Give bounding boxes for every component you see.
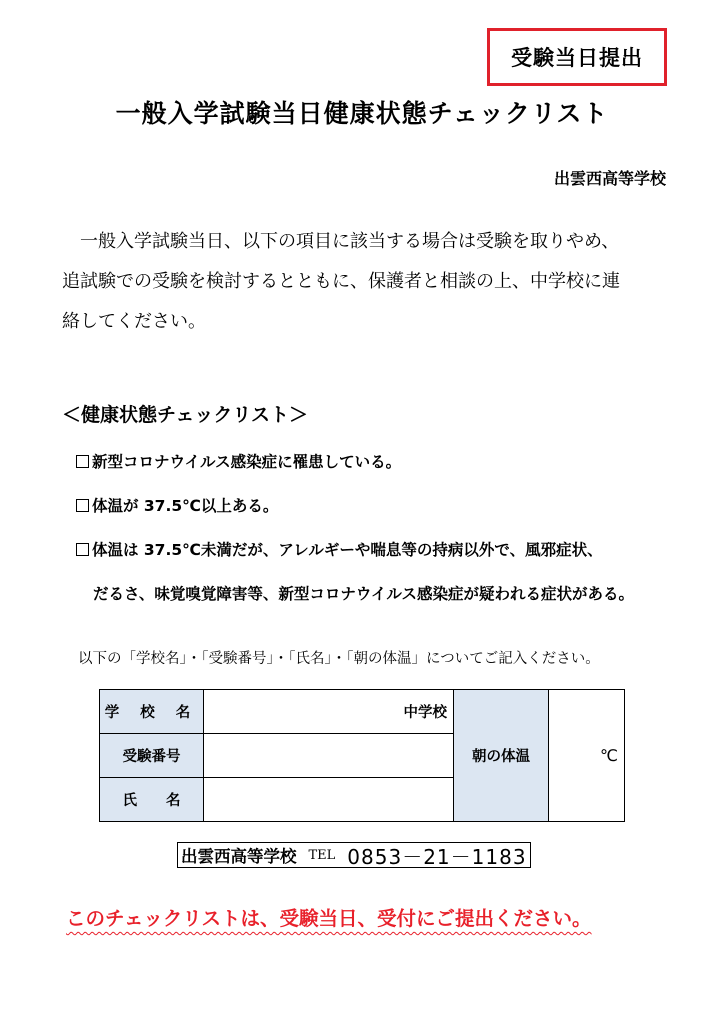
school-name: 出雲西高等学校 [553,169,666,188]
applicant-form [99,689,625,822]
temperature-label: 朝の体温 [454,690,549,822]
checklist-item-continuation [76,580,706,620]
checklist-item [76,448,706,492]
health-checklist [76,448,706,620]
exam-number-label: 受験番号 [100,734,204,778]
contact-box [177,842,531,868]
intro-line: 追試験での受験を検討するとともに、保護者と相談の上、中学校に連 [62,271,620,292]
checklist-item-text: 体温は 37.5℃未満だが、アレルギーや喘息等の持病以外で、風邪症状、 [92,541,603,559]
page-title: 一般入学試験当日健康状態チェックリスト [115,99,609,128]
checklist-item-text: 新型コロナウイルス感染症に罹患している。 [92,453,402,471]
school-label: 学 校 名 [100,690,204,734]
checklist-item-text: だるさ、味覚嗅覚障害等、新型コロナウイルス感染症が疑われる症状がある。 [93,585,634,603]
checklist-item [76,492,706,536]
school-field[interactable] [204,690,454,734]
school-suffix: 中学校 [403,705,447,721]
checkbox[interactable] [76,455,89,468]
temperature-field[interactable] [549,690,625,822]
temperature-unit: ℃ [600,746,618,765]
checklist-item [76,536,706,580]
contact-school: 出雲西高等学校 [181,847,297,866]
submission-stamp: 受験当日提出 [487,28,667,86]
exam-number-field[interactable] [204,734,454,778]
checkbox[interactable] [76,499,89,512]
checklist-heading: ＜健康状態チェックリスト＞ [62,404,309,426]
intro-line: 一般入学試験当日、以下の項目に該当する場合は受験を取りやめ、 [80,231,620,252]
checkbox[interactable] [76,543,89,556]
intro-line: 絡してください。 [62,311,206,332]
tel-label: TEL [308,847,336,863]
name-label: 氏 名 [100,778,204,822]
form-instruction: 以下の「学校名」・「受験番号」・「氏名」・「朝の体温」についてご記入ください。 [78,651,600,667]
tel-number: 0853－21－1183 [347,844,527,869]
checklist-item-text: 体温が 37.5℃以上ある。 [92,497,279,515]
name-field[interactable] [204,778,454,822]
intro-paragraph [62,222,672,342]
footer-notice: このチェックリストは、受験当日、受付にご提出ください。 [66,907,592,930]
